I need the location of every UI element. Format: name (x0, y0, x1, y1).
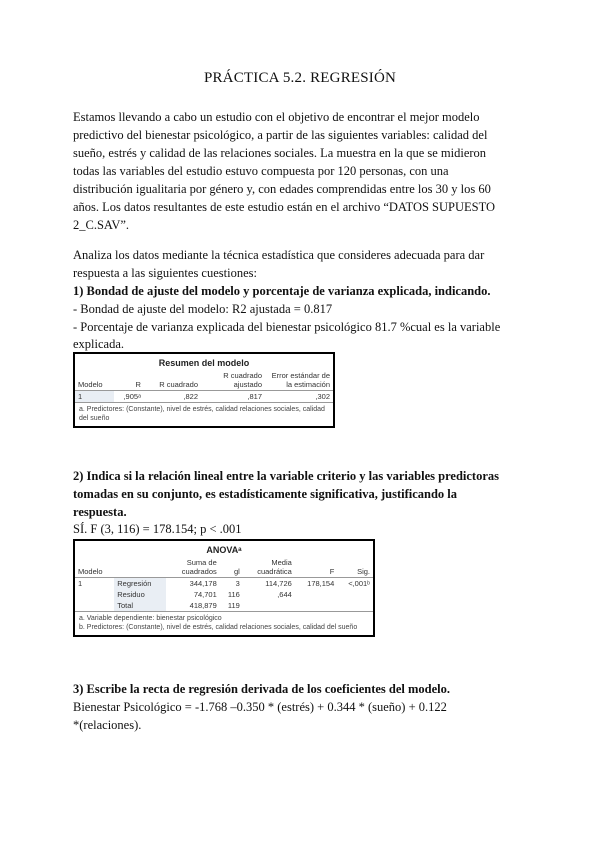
table-header: R cuadrado (159, 380, 198, 389)
table-header: R (135, 380, 141, 389)
table-header: R cuadrado ajustado (223, 371, 262, 389)
table-cell: 1 (75, 391, 114, 403)
table-cell: ,644 (277, 590, 292, 599)
question-3-answer: Bienestar Psicológico = -1.768 –0.350 * (estrés) + 0.344 * (sueño) + 0.122 (73, 700, 447, 714)
model-summary-footnote: a. Predictores: (Constante), nivel de estrés, calidad relaciones sociales, calidad del sueño (79, 406, 325, 422)
instructions-paragraph (73, 246, 523, 282)
table-cell: ,817 (247, 392, 262, 401)
table-cell (243, 600, 295, 612)
table-cell: Total (114, 600, 166, 612)
instructions-line: respuesta a las siguientes cuestiones: (73, 266, 257, 280)
question-3-answer-cont: *(relaciones). (73, 718, 142, 732)
table-row (75, 589, 373, 600)
anova-footnote-b: b. Predictores: (Constante), nivel de estrés, calidad relaciones sociales, calidad del sueño (79, 624, 358, 631)
table-cell (75, 589, 114, 600)
question-2-heading-cont: respuesta. (73, 505, 127, 519)
table-cell: 114,726 (265, 579, 292, 588)
question-1-answer-adjusted-r2: - Bondad de ajuste del modelo: R2 ajustada = 0.817 (73, 302, 333, 316)
table-header: Modelo (78, 567, 103, 576)
question-2-heading: 2) Indica si la relación lineal entre la variable criterio y las variables predictoras (73, 469, 499, 483)
table-header (114, 557, 166, 578)
table-row (75, 391, 333, 403)
table-cell: 178,154 (307, 579, 335, 588)
question-1-answer-variance: - Porcentaje de varianza explicada del bienestar psicológico 81.7 %cual es la variable (73, 320, 501, 334)
anova-caption: ANOVAᵃ (206, 545, 242, 555)
table-cell (337, 589, 373, 600)
intro-line: 2_C.SAV”. (73, 218, 130, 232)
question-3-heading: 3) Escribe la recta de regresión derivada de los coeficientes del modelo. (73, 682, 451, 696)
table-cell (337, 600, 373, 612)
table-cell: ,822 (183, 392, 198, 401)
table-cell (295, 589, 337, 600)
table-cell: 418,879 (189, 601, 217, 610)
table-header: Media cuadrática (257, 558, 292, 576)
table-header: F (329, 567, 335, 576)
intro-line: todas las variables del estudio estuvo compuesta por 120 personas, con una (73, 164, 449, 178)
anova-footnote-a: a. Variable dependiente: bienestar psicológico (79, 615, 222, 622)
table-header: Suma de cuadrados (181, 558, 217, 576)
intro-line: años. Los datos resultantes de este estudio están en el archivo “DATOS SUPUESTO (73, 200, 496, 214)
intro-line: predictivo del bienestar psicológico, a partir de las siguientes variables: calidad del (73, 128, 488, 142)
table-cell: 344,178 (189, 579, 217, 588)
anova-footnotes (75, 612, 373, 635)
model-summary-caption: Resumen del modelo (158, 358, 250, 368)
page-title: PRÁCTICA 5.2. REGRESIÓN (203, 70, 397, 86)
table-cell: ,302 (315, 392, 330, 401)
table-cell: 116 (227, 590, 240, 599)
question-2-heading-cont: tomadas en su conjunto, es estadísticamente significativa, justificando la (73, 487, 458, 501)
table-cell: 3 (235, 579, 240, 588)
question-1-heading: 1) Bondad de ajuste del modelo y porcentaje de varianza explicada, indicando. (73, 284, 491, 298)
instructions-line: Analiza los datos mediante la técnica estadística que consideres adecuada para dar (73, 248, 485, 262)
table-cell: Regresión (114, 578, 166, 590)
table-cell: <,001ᵇ (348, 579, 370, 588)
table-cell: 119 (227, 601, 240, 610)
table-header: Modelo (78, 380, 103, 389)
anova-table (73, 539, 375, 637)
table-header: gl (233, 567, 240, 576)
intro-line: Estamos llevando a cabo un estudio con el objetivo de encontrar el mejor modelo (73, 110, 480, 124)
model-summary-table (73, 352, 335, 428)
table-cell: ,905ᵃ (123, 392, 141, 401)
question-1-answer-variance-cont: explicada. (73, 337, 125, 351)
table-cell (75, 600, 114, 612)
question-2-answer: SÍ. F (3, 116) = 178.154; p < .001 (73, 522, 242, 536)
table-cell: 74,701 (193, 590, 217, 599)
intro-line: sueño, estrés y calidad de las relaciones sociales. La muestra en la que se midieron (73, 146, 487, 160)
table-cell: 1 (78, 579, 83, 588)
table-row (75, 600, 373, 612)
intro-paragraph (73, 108, 523, 234)
intro-line: distribución igualitaria por género y, con edades comprendidas entre los 30 y los 60 (73, 182, 491, 196)
table-cell: Residuo (114, 589, 166, 600)
table-header: Error estándar de la estimación (271, 371, 330, 389)
table-header: Sig. (357, 567, 370, 576)
table-row (75, 578, 373, 590)
table-cell (295, 600, 337, 612)
